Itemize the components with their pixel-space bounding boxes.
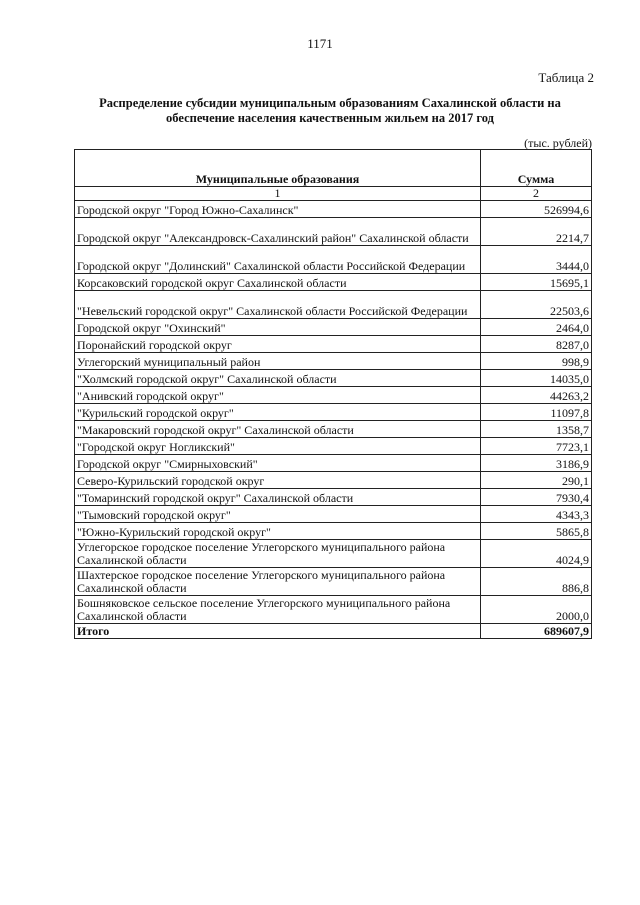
municipality-name: Поронайский городской округ [75,336,481,353]
subsidy-sum: 44263,2 [481,387,592,404]
subsidy-sum: 2464,0 [481,319,592,336]
subsidy-sum: 3186,9 [481,455,592,472]
municipality-name: Углегорское городское поселение Углегорского муниципального района Сахалинской области [75,540,481,568]
title-line-2: обеспечение населения качественным жильем на 2017 год [166,111,494,125]
units-note: (тыс. рублей) [524,136,592,150]
subsidy-sum: 2214,7 [481,218,592,246]
column-number-1: 1 [75,187,481,201]
page-number: 1171 [307,36,333,51]
table-row [75,353,592,370]
title-line-1: Распределение субсидии муниципальным образованиям Сахалинской области на [99,96,561,110]
subsidy-sum: 8287,0 [481,336,592,353]
municipality-name: Шахтерское городское поселение Углегорского муниципального района Сахалинской области [75,568,481,596]
subsidy-sum: 2000,0 [481,596,592,624]
municipality-name: "Анивский городской округ" [75,387,481,404]
subsidy-sum: 1358,7 [481,421,592,438]
subsidy-sum: 7723,1 [481,438,592,455]
table-row [75,506,592,523]
table-row [75,568,592,596]
total-sum: 689607,9 [481,624,592,639]
column-header-municipality: Муниципальные образования [75,150,481,187]
municipality-name: Городской округ "Город Южно-Сахалинск" [75,201,481,218]
table-row [75,523,592,540]
table-row [75,472,592,489]
municipality-name: "Невельский городской округ" Сахалинской области Российской Федерации [75,291,481,319]
subsidy-sum: 4024,9 [481,540,592,568]
table-row [75,596,592,624]
municipality-name: Корсаковский городской округ Сахалинской области [75,274,481,291]
table-row [75,319,592,336]
table-row [75,404,592,421]
subsidy-sum: 15695,1 [481,274,592,291]
municipality-name: Бошняковское сельское поселение Углегорского муниципального района Сахалинской области [75,596,481,624]
table-row [75,438,592,455]
subsidy-sum: 11097,8 [481,404,592,421]
municipality-name: Северо-Курильский городской округ [75,472,481,489]
total-label: Итого [75,624,481,639]
subsidy-sum: 290,1 [481,472,592,489]
subsidy-sum: 526994,6 [481,201,592,218]
subsidy-sum: 5865,8 [481,523,592,540]
table-row [75,201,592,218]
table-row [75,274,592,291]
municipality-name: Городской округ "Охинский" [75,319,481,336]
municipality-name: "Городской округ Ногликский" [75,438,481,455]
table-row [75,455,592,472]
municipality-name: "Тымовский городской округ" [75,506,481,523]
municipality-name: "Макаровский городской округ" Сахалинской области [75,421,481,438]
municipality-name: Городской округ "Смирныховский" [75,455,481,472]
municipality-name: "Холмский городской округ" Сахалинской области [75,370,481,387]
table-row [75,370,592,387]
table-row [75,387,592,404]
document-title [60,96,600,126]
municipality-name: Городской округ "Долинский" Сахалинской области Российской Федерации [75,246,481,274]
subsidy-sum: 7930,4 [481,489,592,506]
table-row [75,246,592,274]
subsidy-sum: 22503,6 [481,291,592,319]
column-header-sum: Сумма [481,150,592,187]
municipality-name: "Южно-Курильский городской округ" [75,523,481,540]
table-row [75,421,592,438]
subsidy-sum: 3444,0 [481,246,592,274]
municipality-name: "Курильский городской округ" [75,404,481,421]
table-body [75,201,592,639]
table-row [75,291,592,319]
subsidy-sum: 998,9 [481,353,592,370]
table-row [75,489,592,506]
municipality-name: Углегорский муниципальный район [75,353,481,370]
municipality-name: Городской округ "Александровск-Сахалинский район" Сахалинской области [75,218,481,246]
column-number-2: 2 [481,187,592,201]
subsidy-sum: 14035,0 [481,370,592,387]
total-row [75,624,592,639]
subsidy-sum: 4343,3 [481,506,592,523]
table-row [75,336,592,353]
table-row [75,540,592,568]
table-label: Таблица 2 [538,70,594,85]
subsidy-table [74,149,592,639]
municipality-name: "Томаринский городской округ" Сахалинской области [75,489,481,506]
table-row [75,218,592,246]
subsidy-sum: 886,8 [481,568,592,596]
